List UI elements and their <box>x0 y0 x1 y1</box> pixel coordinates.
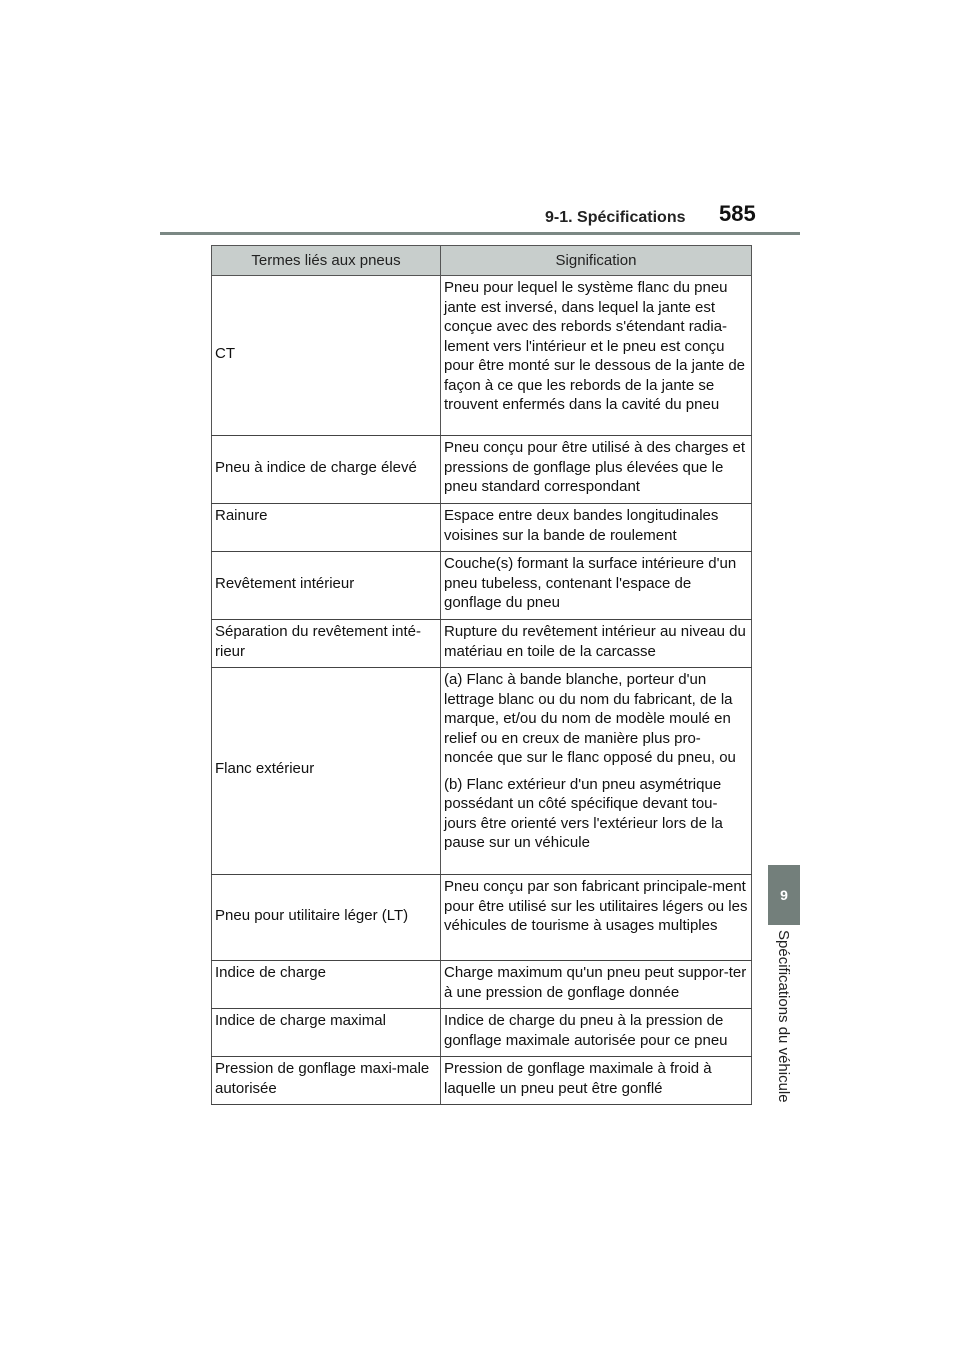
meaning-cell <box>441 875 752 961</box>
term-cell: CT <box>212 276 441 436</box>
meaning-cell <box>441 961 752 1009</box>
term-cell: Indice de charge maximal <box>212 1009 441 1057</box>
column-header-term: Termes liés aux pneus <box>212 246 441 276</box>
meaning-cell <box>441 668 752 875</box>
meaning-paragraph: Pneu pour lequel le système flanc du pneu jante est inversé, dans lequel la jante est conçue avec des rebords s'étendant radia-lement vers l'intérieur et le pneu est conçu pour être monté sur le dessous de la jante de façon à ce que les rebords de la jante se trouvent enfermés dans la cavité du pneu <box>444 279 746 413</box>
meaning-paragraph: Pneu conçu par son fabricant principale-ment pour être utilisé sur les utilitaires légers ou les véhicules de tourisme à usages multiples <box>444 878 748 934</box>
page-number: 585 <box>719 201 756 226</box>
meaning-paragraph: Indice de charge du pneu à la pression de gonflage maximale autorisée pour ce pneu <box>444 1012 728 1049</box>
term-cell: Indice de charge <box>212 961 441 1009</box>
term-cell: Pneu pour utilitaire léger (LT) <box>212 875 441 961</box>
chapter-label-wrap <box>770 930 798 1130</box>
column-header-meaning: Signification <box>441 246 752 276</box>
term-cell: Séparation du revêtement inté-rieur <box>212 620 441 668</box>
table-header-row <box>212 246 752 276</box>
table-row <box>212 875 752 961</box>
header-divider <box>160 232 800 235</box>
meaning-paragraph: Rupture du revêtement intérieur au niveau du matériau en toile de la carcasse <box>444 623 746 660</box>
meaning-paragraph: (a) Flanc à bande blanche, porteur d'un lettrage blanc ou du nom du fabricant, de la marque, et/ou du nom de modèle moulé en relief ou en creux de manière plus pro-noncée que sur le flanc opposé du pneu, ou <box>444 671 736 766</box>
meaning-paragraph: Charge maximum qu'un pneu peut suppor-ter à une pression de gonflage donnée <box>444 964 747 1001</box>
tire-terms-table <box>211 245 752 1105</box>
term-cell: Pression de gonflage maxi-male autorisée <box>212 1057 441 1105</box>
table-row <box>212 668 752 875</box>
meaning-cell <box>441 552 752 620</box>
table-row <box>212 620 752 668</box>
term-cell: Rainure <box>212 504 441 552</box>
chapter-tab: 9 <box>768 865 800 925</box>
meaning-paragraph: Pneu conçu pour être utilisé à des charges et pressions de gonflage plus élevées que le pneu standard correspondant <box>444 439 746 495</box>
table-row <box>212 1057 752 1105</box>
term-cell: Flanc extérieur <box>212 668 441 875</box>
meaning-paragraph: Couche(s) formant la surface intérieure d'un pneu tubeless, contenant l'espace de gonflage du pneu <box>444 555 737 611</box>
term-cell: Pneu à indice de charge élevé <box>212 436 441 504</box>
table-row <box>212 552 752 620</box>
table-row <box>212 1009 752 1057</box>
term-cell: Revêtement intérieur <box>212 552 441 620</box>
chapter-label: Spécifications du véhicule <box>775 930 792 1103</box>
meaning-cell <box>441 620 752 668</box>
meaning-cell <box>441 436 752 504</box>
meaning-paragraph: Espace entre deux bandes longitudinales voisines sur la bande de roulement <box>444 507 719 544</box>
meaning-cell <box>441 1009 752 1057</box>
table-row <box>212 276 752 436</box>
table-row <box>212 436 752 504</box>
table-row <box>212 961 752 1009</box>
meaning-paragraph: Pression de gonflage maximale à froid à laquelle un pneu peut être gonflé <box>444 1060 712 1097</box>
meaning-cell <box>441 276 752 436</box>
table-row <box>212 504 752 552</box>
meaning-cell <box>441 1057 752 1105</box>
section-title: 9-1. Spécifications <box>545 209 686 226</box>
meaning-paragraph: (b) Flanc extérieur d'un pneu asymétrique possédant un côté spécifique devant tou-jours être orienté vers l'extérieur lors de la pause sur un véhicule <box>444 775 723 851</box>
meaning-cell <box>441 504 752 552</box>
